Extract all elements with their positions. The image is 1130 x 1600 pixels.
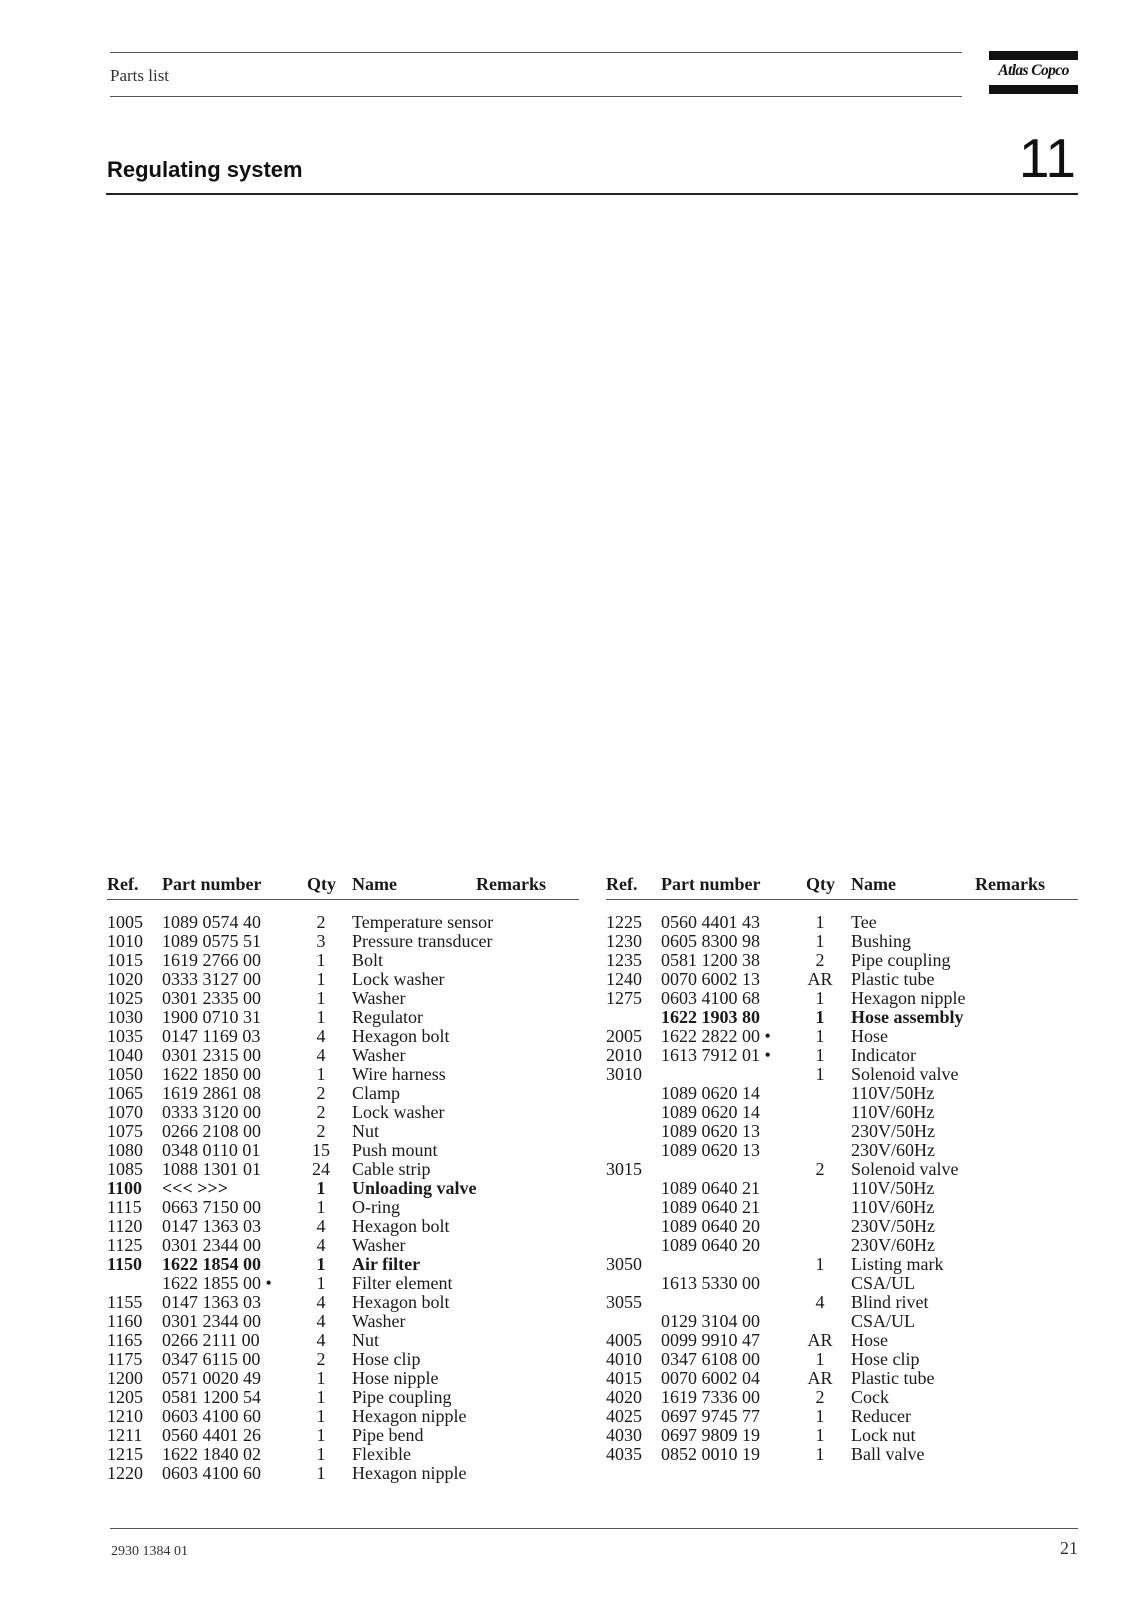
qty-cell: 1 xyxy=(815,1045,825,1065)
part-number-cell: 1619 7336 00 xyxy=(661,1387,760,1407)
qty-cell: 1 xyxy=(316,1273,326,1293)
name-cell: Hose clip xyxy=(851,1349,920,1369)
ref-cell: 1035 xyxy=(107,1026,143,1046)
part-number-cell: 1089 0620 13 xyxy=(661,1121,760,1141)
ref-cell: 1215 xyxy=(107,1444,143,1464)
ref-cell: 1155 xyxy=(107,1292,143,1312)
name-cell: Washer xyxy=(352,988,406,1008)
name-cell: Cock xyxy=(851,1387,889,1407)
part-number-cell: 0581 1200 54 xyxy=(162,1387,261,1407)
name-cell: Push mount xyxy=(352,1140,438,1160)
qty-cell: 1 xyxy=(316,1406,326,1426)
name-cell: O-ring xyxy=(352,1197,400,1217)
name-cell: Bushing xyxy=(851,931,912,951)
ref-cell: 1165 xyxy=(107,1330,143,1350)
qty-cell: 2 xyxy=(815,950,825,970)
ref-cell: 1150 xyxy=(107,1254,143,1274)
parts-table-right xyxy=(606,874,1078,1464)
qty-cell: 4 xyxy=(316,1311,326,1331)
header-ref: Ref. xyxy=(107,874,139,894)
name-cell: Regulator xyxy=(352,1007,423,1027)
qty-cell: 15 xyxy=(312,1140,330,1160)
part-number-cell: 0266 2111 00 xyxy=(162,1330,260,1350)
ref-cell: 2010 xyxy=(606,1045,642,1065)
qty-cell: 1 xyxy=(316,1178,326,1198)
logo-text: Atlas Copco xyxy=(998,62,1069,79)
ref-cell: 1210 xyxy=(107,1406,143,1426)
diagram-area xyxy=(106,200,1078,860)
part-number-cell: 0301 2335 00 xyxy=(162,988,261,1008)
name-cell: Filter element xyxy=(352,1273,453,1293)
name-cell: Hexagon bolt xyxy=(352,1292,450,1312)
part-number-cell: 0147 1363 03 xyxy=(162,1292,261,1312)
name-cell: Tee xyxy=(851,912,877,932)
header-text: Parts list xyxy=(110,66,170,85)
header-remarks: Remarks xyxy=(476,874,546,894)
part-number-cell: 1619 2766 00 xyxy=(162,950,261,970)
part-number-cell: 0560 4401 26 xyxy=(162,1425,261,1445)
ref-cell: 4005 xyxy=(606,1330,642,1350)
name-cell: Hose xyxy=(851,1330,888,1350)
part-number-cell: 0347 6108 00 xyxy=(661,1349,760,1369)
qty-cell: 1 xyxy=(316,1007,326,1027)
qty-cell: 1 xyxy=(316,1463,326,1483)
name-cell: Listing mark xyxy=(851,1254,944,1274)
part-number-cell: 1622 2822 00 • xyxy=(661,1026,771,1046)
qty-cell: 1 xyxy=(316,969,326,989)
part-number-cell: 0605 8300 98 xyxy=(661,931,760,951)
name-cell: Hexagon bolt xyxy=(352,1216,450,1236)
header-part-number: Part number xyxy=(661,874,761,894)
part-number-cell: 0697 9809 19 xyxy=(661,1425,760,1445)
name-cell: Reducer xyxy=(851,1406,911,1426)
ref-cell: 1230 xyxy=(606,931,642,951)
ref-cell: 3015 xyxy=(606,1159,642,1179)
ref-cell: 4020 xyxy=(606,1387,642,1407)
ref-cell: 1070 xyxy=(107,1102,143,1122)
qty-cell: 4 xyxy=(316,1330,326,1350)
part-number-cell: <<< >>> xyxy=(162,1178,229,1198)
part-number-cell: 1613 7912 01 • xyxy=(661,1045,771,1065)
ref-cell: 1085 xyxy=(107,1159,143,1179)
part-number-cell: 0147 1169 03 xyxy=(162,1026,261,1046)
part-number-cell: 1089 0574 40 xyxy=(162,912,261,932)
name-cell: Hexagon nipple xyxy=(851,988,966,1008)
qty-cell: 4 xyxy=(316,1026,326,1046)
ref-cell: 1100 xyxy=(107,1178,143,1198)
section-number: 11 xyxy=(1018,127,1076,189)
qty-cell: 1 xyxy=(815,988,825,1008)
qty-cell: 4 xyxy=(316,1045,326,1065)
part-number-cell: 1622 1854 00 xyxy=(162,1254,261,1274)
part-number-cell: 0266 2108 00 xyxy=(162,1121,261,1141)
atlas-copco-logo xyxy=(989,51,1078,94)
ref-cell: 1220 xyxy=(107,1463,143,1483)
ref-cell: 3050 xyxy=(606,1254,642,1274)
ref-cell: 1211 xyxy=(107,1425,143,1445)
ref-cell: 1125 xyxy=(107,1235,143,1255)
part-number-cell: 0347 6115 00 xyxy=(162,1349,261,1369)
name-cell: 230V/60Hz xyxy=(851,1235,935,1255)
qty-cell: 2 xyxy=(316,1121,326,1141)
name-cell: Hose assembly xyxy=(851,1007,964,1027)
ref-cell: 4010 xyxy=(606,1349,642,1369)
part-number-cell: 0663 7150 00 xyxy=(162,1197,261,1217)
name-cell: Pipe bend xyxy=(352,1425,424,1445)
ref-cell: 1275 xyxy=(606,988,642,1008)
part-number-cell: 1622 1855 00 • xyxy=(162,1273,272,1293)
ref-cell: 1225 xyxy=(606,912,642,932)
qty-cell: 4 xyxy=(316,1235,326,1255)
part-number-cell: 1089 0620 13 xyxy=(661,1140,760,1160)
part-number-cell: 0129 3104 00 xyxy=(661,1311,760,1331)
part-number-cell: 0301 2315 00 xyxy=(162,1045,261,1065)
ref-cell: 1120 xyxy=(107,1216,143,1236)
part-number-cell: 1089 0620 14 xyxy=(661,1102,760,1122)
header-name: Name xyxy=(851,874,896,894)
part-number-cell: 0333 3127 00 xyxy=(162,969,261,989)
name-cell: Hexagon nipple xyxy=(352,1406,467,1426)
qty-cell: 4 xyxy=(316,1292,326,1312)
qty-cell: AR xyxy=(807,1368,833,1388)
ref-cell: 3010 xyxy=(606,1064,642,1084)
ref-cell: 1065 xyxy=(107,1083,143,1103)
header-bottom-rule xyxy=(110,96,962,97)
qty-cell: 1 xyxy=(815,931,825,951)
ref-cell: 1015 xyxy=(107,950,143,970)
ref-cell: 1205 xyxy=(107,1387,143,1407)
ref-cell: 1240 xyxy=(606,969,642,989)
part-number-cell: 0301 2344 00 xyxy=(162,1311,261,1331)
qty-cell: 1 xyxy=(316,1368,326,1388)
part-number-cell: 0301 2344 00 xyxy=(162,1235,261,1255)
qty-cell: 24 xyxy=(312,1159,330,1179)
name-cell: Pipe coupling xyxy=(352,1387,452,1407)
part-number-cell: 1089 0620 14 xyxy=(661,1083,760,1103)
qty-cell: 1 xyxy=(815,912,825,932)
ref-cell: 1080 xyxy=(107,1140,143,1160)
name-cell: Washer xyxy=(352,1235,406,1255)
qty-cell: 1 xyxy=(815,1026,825,1046)
ref-cell: 1020 xyxy=(107,969,143,989)
qty-cell: 1 xyxy=(815,1406,825,1426)
name-cell: 110V/50Hz xyxy=(851,1178,935,1198)
name-cell: Lock washer xyxy=(352,969,445,989)
name-cell: Hexagon bolt xyxy=(352,1026,450,1046)
name-cell: Blind rivet xyxy=(851,1292,929,1312)
qty-cell: 1 xyxy=(815,1254,825,1274)
header-ref: Ref. xyxy=(606,874,638,894)
part-number-cell: 0099 9910 47 xyxy=(661,1330,760,1350)
name-cell: Hose nipple xyxy=(352,1368,439,1388)
part-number-cell: 1089 0640 20 xyxy=(661,1216,760,1236)
part-number-cell: 0070 6002 04 xyxy=(661,1368,760,1388)
part-number-cell: 1622 1850 00 xyxy=(162,1064,261,1084)
part-number-cell: 0603 4100 60 xyxy=(162,1463,261,1483)
part-number-cell: 1622 1840 02 xyxy=(162,1444,261,1464)
qty-cell: 4 xyxy=(316,1216,326,1236)
part-number-cell: 1088 1301 01 xyxy=(162,1159,261,1179)
name-cell: Flexible xyxy=(352,1444,411,1464)
page-number: 21 xyxy=(1060,1538,1078,1558)
qty-cell: 1 xyxy=(316,950,326,970)
name-cell: Hose clip xyxy=(352,1349,421,1369)
name-cell: Washer xyxy=(352,1311,406,1331)
part-number-cell: 0697 9745 77 xyxy=(661,1406,760,1426)
section-title: Regulating system xyxy=(107,157,303,182)
qty-cell: 1 xyxy=(815,1064,825,1084)
name-cell: Air filter xyxy=(352,1254,421,1274)
qty-cell: 1 xyxy=(815,1349,825,1369)
name-cell: Nut xyxy=(352,1121,379,1141)
name-cell: Solenoid valve xyxy=(851,1159,959,1179)
qty-cell: AR xyxy=(807,1330,833,1350)
title-rule xyxy=(106,193,1078,195)
name-cell: 230V/50Hz xyxy=(851,1121,935,1141)
part-number-cell: 0348 0110 01 xyxy=(162,1140,261,1160)
part-number-cell: 0581 1200 38 xyxy=(661,950,760,970)
name-cell: 230V/50Hz xyxy=(851,1216,935,1236)
ref-cell: 3055 xyxy=(606,1292,642,1312)
header-qty: Qty xyxy=(307,874,336,894)
name-cell: Nut xyxy=(352,1330,379,1350)
part-number-cell: 1900 0710 31 xyxy=(162,1007,261,1027)
name-cell: 110V/60Hz xyxy=(851,1102,935,1122)
part-number-cell: 1089 0640 21 xyxy=(661,1197,760,1217)
part-number-cell: 0603 4100 68 xyxy=(661,988,760,1008)
ref-cell: 1050 xyxy=(107,1064,143,1084)
qty-cell: 2 xyxy=(316,1083,326,1103)
table-header xyxy=(107,874,579,896)
name-cell: Hose xyxy=(851,1026,888,1046)
name-cell: Lock nut xyxy=(851,1425,916,1445)
header-remarks: Remarks xyxy=(975,874,1045,894)
ref-cell: 4025 xyxy=(606,1406,642,1426)
footer-rule xyxy=(110,1528,1078,1529)
name-cell: Pipe coupling xyxy=(851,950,951,970)
qty-cell: 2 xyxy=(316,912,326,932)
ref-cell: 4015 xyxy=(606,1368,642,1388)
qty-cell: 1 xyxy=(316,1387,326,1407)
ref-cell: 2005 xyxy=(606,1026,642,1046)
ref-cell: 1030 xyxy=(107,1007,143,1027)
qty-cell: 1 xyxy=(316,1064,326,1084)
name-cell: Indicator xyxy=(851,1045,916,1065)
name-cell: Hexagon nipple xyxy=(352,1463,467,1483)
qty-cell: 1 xyxy=(316,1425,326,1445)
part-number-cell: 1089 0640 20 xyxy=(661,1235,760,1255)
ref-cell: 1160 xyxy=(107,1311,143,1331)
name-cell: CSA/UL xyxy=(851,1273,916,1293)
name-cell: Plastic tube xyxy=(851,969,935,989)
parts-table-left xyxy=(107,874,579,1483)
ref-cell: 4035 xyxy=(606,1444,642,1464)
name-cell: Plastic tube xyxy=(851,1368,935,1388)
ref-cell: 1025 xyxy=(107,988,143,1008)
name-cell: Washer xyxy=(352,1045,406,1065)
name-cell: CSA/UL xyxy=(851,1311,916,1331)
part-number-cell: 1089 0640 21 xyxy=(661,1178,760,1198)
name-cell: Lock washer xyxy=(352,1102,445,1122)
qty-cell: 2 xyxy=(316,1349,326,1369)
name-cell: Bolt xyxy=(352,950,384,970)
qty-cell: 1 xyxy=(316,1197,326,1217)
qty-cell: 3 xyxy=(316,931,326,951)
name-cell: Solenoid valve xyxy=(851,1064,959,1084)
header-rule xyxy=(606,899,1078,900)
ref-cell: 1075 xyxy=(107,1121,143,1141)
ref-cell: 1115 xyxy=(107,1197,142,1217)
part-number-cell: 1619 2861 08 xyxy=(162,1083,261,1103)
qty-cell: 4 xyxy=(815,1292,825,1312)
header-name: Name xyxy=(352,874,397,894)
part-number-cell: 0852 0010 19 xyxy=(661,1444,760,1464)
header-top-rule xyxy=(110,52,962,53)
qty-cell: 1 xyxy=(815,1425,825,1445)
ref-cell: 1235 xyxy=(606,950,642,970)
qty-cell: 1 xyxy=(316,1444,326,1464)
qty-cell: 1 xyxy=(316,1254,326,1274)
qty-cell: 2 xyxy=(815,1387,825,1407)
name-cell: Cable strip xyxy=(352,1159,431,1179)
part-number-cell: 0560 4401 43 xyxy=(661,912,760,932)
part-number-cell: 1089 0575 51 xyxy=(162,931,261,951)
qty-cell: 2 xyxy=(815,1159,825,1179)
name-cell: Clamp xyxy=(352,1083,400,1103)
name-cell: Temperature sensor xyxy=(352,912,494,932)
name-cell: Unloading valve xyxy=(352,1178,477,1198)
header-rule xyxy=(107,899,579,900)
name-cell: Pressure transducer xyxy=(352,931,493,951)
name-cell: 230V/60Hz xyxy=(851,1140,935,1160)
part-number-cell: 0571 0020 49 xyxy=(162,1368,261,1388)
name-cell: 110V/50Hz xyxy=(851,1083,935,1103)
header-part-number: Part number xyxy=(162,874,262,894)
ref-cell: 4030 xyxy=(606,1425,642,1445)
header-qty: Qty xyxy=(806,874,835,894)
qty-cell: 1 xyxy=(316,988,326,1008)
qty-cell: 2 xyxy=(316,1102,326,1122)
name-cell: Wire harness xyxy=(352,1064,446,1084)
part-number-cell: 0070 6002 13 xyxy=(661,969,760,989)
qty-cell: 1 xyxy=(815,1007,825,1027)
name-cell: 110V/60Hz xyxy=(851,1197,935,1217)
name-cell: Ball valve xyxy=(851,1444,925,1464)
part-number-cell: 1622 1903 80 xyxy=(661,1007,760,1027)
part-number-cell: 1613 5330 00 xyxy=(661,1273,760,1293)
ref-cell: 1175 xyxy=(107,1349,143,1369)
qty-cell: AR xyxy=(807,969,833,989)
part-number-cell: 0333 3120 00 xyxy=(162,1102,261,1122)
table-header xyxy=(606,874,1078,896)
ref-cell: 1010 xyxy=(107,931,143,951)
part-number-cell: 0603 4100 60 xyxy=(162,1406,261,1426)
document-number: 2930 1384 01 xyxy=(111,1544,188,1559)
ref-cell: 1040 xyxy=(107,1045,143,1065)
qty-cell: 1 xyxy=(815,1444,825,1464)
ref-cell: 1200 xyxy=(107,1368,143,1388)
part-number-cell: 0147 1363 03 xyxy=(162,1216,261,1236)
ref-cell: 1005 xyxy=(107,912,143,932)
